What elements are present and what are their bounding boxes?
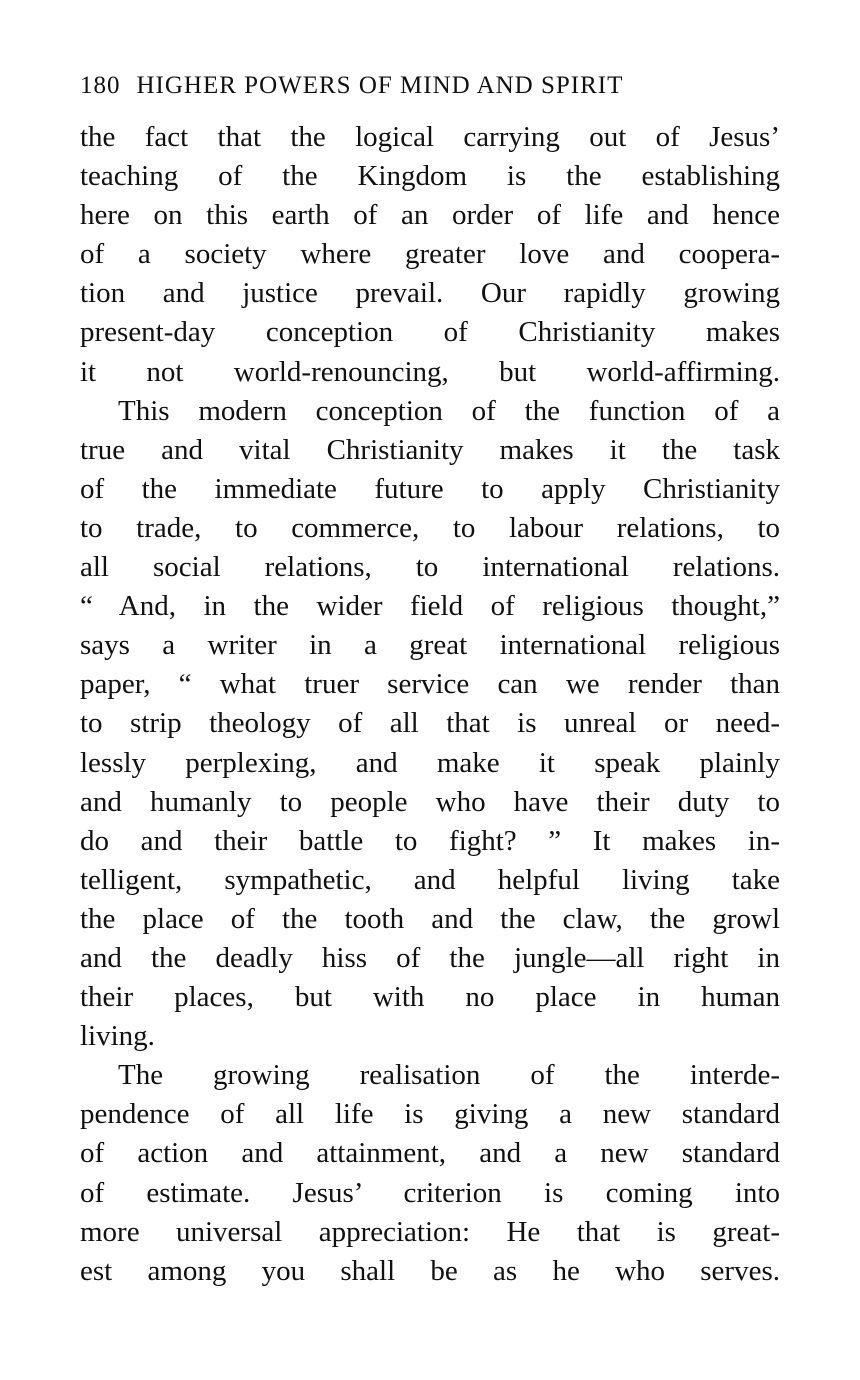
text-line: the fact that the logical carrying out of Jesus’	[80, 121, 780, 153]
text-line: est among you shall be as he who serves.	[80, 1254, 780, 1287]
text-line: and humanly to people who have their duty to	[80, 785, 780, 818]
text-line: of estimate. Jesus’ criterion is coming into	[80, 1176, 780, 1209]
text-line: all social relations, to international relations.	[80, 551, 780, 584]
paragraph-1	[80, 118, 780, 392]
text-line: true and vital Christianity makes it the task	[80, 433, 780, 466]
text-line: the place of the tooth and the claw, the growl	[80, 902, 780, 935]
text-line: to trade, to commerce, to labour relations, to	[80, 511, 780, 544]
text-line: here on this earth of an order of life and hence	[80, 199, 780, 232]
text-line: of a society where greater love and coopera-	[80, 238, 780, 271]
text-line: says a writer in a great international religious	[80, 629, 780, 662]
book-page	[80, 72, 780, 1291]
text-line: their places, but with no place in human	[80, 981, 780, 1014]
text-line: living.	[80, 1020, 155, 1053]
text-line: present-day conception of Christianity makes	[80, 316, 780, 349]
text-line: telligent, sympathetic, and helpful living take	[80, 863, 780, 896]
body-text	[80, 118, 780, 1291]
text-line: This modern conception of the function of a	[118, 394, 780, 427]
text-line: of the immediate future to apply Christianity	[80, 472, 780, 505]
text-line: tion and justice prevail. Our rapidly growing	[80, 277, 780, 310]
text-line: more universal appreciation: He that is great-	[80, 1215, 780, 1248]
text-line: it not world-renouncing, but world-affirming.	[80, 355, 780, 388]
text-line: teaching of the Kingdom is the establishing	[80, 160, 780, 193]
text-line: do and their battle to fight? ” It makes in-	[80, 824, 780, 857]
paragraph-2	[80, 392, 780, 1057]
text-line: The growing realisation of the interde-	[118, 1059, 780, 1092]
text-line: and the deadly hiss of the jungle—all right in	[80, 941, 780, 974]
text-line: to strip theology of all that is unreal or need-	[80, 707, 780, 740]
page-number: 180	[80, 72, 121, 99]
text-line: paper, “ what truer service can we render than	[80, 668, 780, 701]
text-line: of action and attainment, and a new standard	[80, 1137, 780, 1170]
text-line: “ And, in the wider field of religious thought,”	[80, 590, 780, 623]
running-head	[80, 72, 780, 108]
paragraph-3	[80, 1056, 780, 1291]
running-title: HIGHER POWERS OF MIND AND SPIRIT	[136, 72, 624, 99]
text-line: lessly perplexing, and make it speak plainly	[80, 746, 780, 779]
text-line: pendence of all life is giving a new standard	[80, 1098, 780, 1131]
